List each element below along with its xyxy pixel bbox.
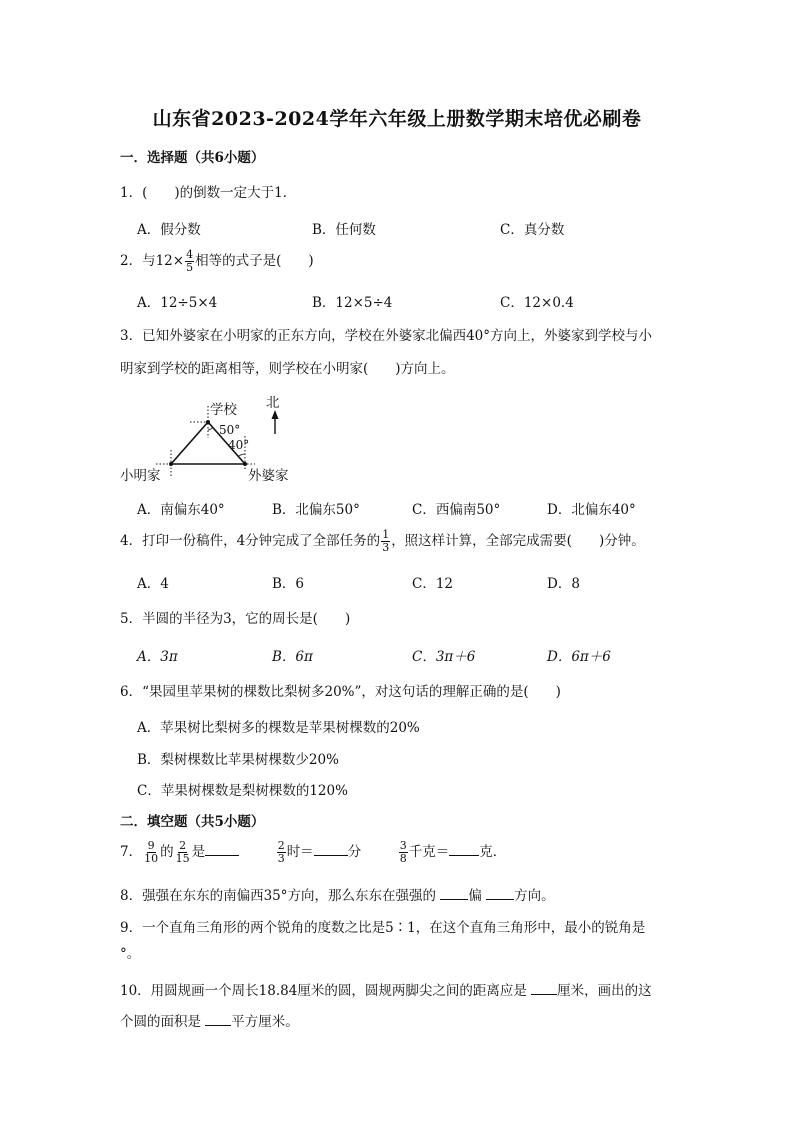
q7-hour: 时＝ [286, 844, 314, 860]
q10-line-2 [120, 1010, 299, 1030]
angle-arc-school [208, 427, 213, 430]
q7-f3-num: 2 [277, 839, 285, 852]
q7-f3-den: 3 [277, 852, 285, 865]
q4-frac-num: 1 [382, 528, 390, 541]
q3-diagram [115, 392, 315, 487]
q9-line-2: °。 [120, 946, 141, 962]
section-1-heading: 一．选择题（共6小题） [120, 150, 265, 166]
q3-option-c: C．西偏南50° [412, 502, 501, 518]
q8-text-c: 方向。 [514, 888, 555, 904]
q2-option-a: A．12÷5×4 [137, 295, 218, 311]
question-6: 6．“果园里苹果树的棵数比梨树多20%”，对这句话的理解正确的是( ) [120, 684, 561, 700]
q7-f4-den: 8 [399, 852, 407, 865]
q7-de: 的 [160, 844, 174, 860]
label-angle-50: 50° [219, 423, 241, 437]
xiaoming-point [169, 462, 173, 466]
q5-option-d: D．6π＋6 [547, 649, 611, 665]
q4-fraction [381, 529, 390, 554]
q2-frac-num: 4 [186, 248, 194, 261]
question-5: 5．半圆的半径为3，它的周长是( ) [120, 611, 351, 627]
q6-option-a: A．苹果树比梨树多的棵数是苹果树棵数的20% [137, 720, 420, 736]
q7-kg: 千克＝ [408, 844, 450, 860]
q7-shi: 是 [191, 844, 206, 860]
q8-blank-1[interactable] [440, 899, 468, 900]
triangle-side-left [171, 422, 208, 464]
q2-frac-den: 5 [186, 261, 194, 274]
q3-option-a: A．南偏东40° [137, 502, 225, 518]
q2-number: 2． [120, 253, 143, 269]
q7-f4-num: 3 [399, 839, 407, 852]
q5-option-b: B．6π [272, 649, 313, 665]
q7-f1-num: 9 [147, 839, 155, 852]
q7-minute: 分 [347, 844, 362, 860]
q7-fraction-4 [399, 840, 408, 865]
q7-fraction-3 [277, 840, 286, 865]
q7-f2-den: 15 [175, 852, 190, 865]
q8-text-b: 偏 [468, 888, 487, 904]
q7-number: 7． [120, 844, 143, 860]
question-7 [120, 840, 506, 865]
label-north: 北 [266, 395, 280, 411]
q4-post: ，照这样计算，全部完成需要( )分钟。 [391, 533, 645, 549]
q2-option-c: C．12×0.4 [500, 295, 574, 311]
q5-option-c: C．3π＋6 [412, 649, 476, 665]
q2-pre: 与12× [142, 253, 185, 269]
question-2 [120, 249, 314, 274]
q7-f1-den: 10 [144, 852, 159, 865]
label-xiaoming-home: 小明家 [120, 468, 161, 484]
q4-option-b: B．6 [272, 576, 305, 592]
q4-option-d: D．8 [547, 576, 580, 592]
q4-frac-den: 3 [382, 541, 390, 554]
q3-line-2: 明家到学校的距离相等，则学校在小明家( )方向上。 [120, 361, 455, 377]
waipo-point [243, 462, 247, 466]
q7-gram: 克． [479, 844, 507, 860]
q10-text-1b: 厘米，画出的这 [557, 983, 652, 999]
q7-f2-num: 2 [179, 839, 187, 852]
q7-blank-3[interactable] [449, 855, 479, 856]
q7-blank-2[interactable] [314, 855, 348, 856]
q2-post: 相等的式子是( ) [195, 253, 314, 269]
section-2-heading: 二．填空题（共5小题） [120, 814, 265, 830]
q4-option-c: C．12 [412, 576, 454, 592]
label-school: 学校 [210, 402, 237, 418]
q10-text-2a: 个圆的面积是 [120, 1014, 206, 1030]
q4-pre: 4．打印一份稿件，4分钟完成了全部任务的 [120, 533, 381, 549]
q8-blank-2[interactable] [486, 899, 514, 900]
question-1 [120, 181, 296, 201]
q1-option-a: A．假分数 [137, 222, 201, 238]
angle-arc-waipo [239, 454, 245, 456]
q1-number: 1． [120, 185, 143, 201]
q7-blank-1[interactable] [205, 855, 239, 856]
q7-fraction-1 [143, 840, 159, 865]
q1-option-b: B．任何数 [312, 222, 376, 238]
question-4 [120, 529, 645, 554]
q1-text: ( )的倒数一定大于1． [142, 185, 297, 201]
q3-option-b: B．北偏东50° [272, 502, 360, 518]
q10-blank-2[interactable] [205, 1025, 231, 1026]
north-arrow-head [272, 410, 279, 419]
q2-option-b: B．12×5÷4 [312, 295, 393, 311]
q3-line-1: 3．已知外婆家在小明家的正东方向，学校在外婆家北偏西40°方向上，外婆家到学校与小 [120, 328, 653, 344]
school-point [206, 420, 210, 424]
q10-blank-1[interactable] [531, 994, 557, 995]
q1-option-c: C．真分数 [500, 222, 565, 238]
question-8 [120, 884, 555, 904]
q6-option-c: C．苹果树棵数是梨树棵数的120% [137, 783, 348, 799]
q10-text-1a: 10．用圆规画一个周长18.84厘米的圆，圆规两脚尖之间的距离应是 [120, 983, 532, 999]
page-title: 山东省2023-2024学年六年级上册数学期末培优必刷卷 [152, 108, 642, 130]
q3-option-d: D．北偏东40° [547, 502, 636, 518]
q5-option-a: A．3π [137, 649, 178, 665]
q9-line-1: 9．一个直角三角形的两个锐角的度数之比是5∶1，在这个直角三角形中，最小的锐角是 [120, 920, 646, 936]
q7-fraction-2 [175, 840, 191, 865]
label-waipo-home: 外婆家 [248, 468, 289, 484]
q8-text-a: 8．强强在东东的南偏西35°方向，那么东东在强强的 [120, 888, 441, 904]
q10-line-1 [120, 979, 652, 999]
q2-fraction [185, 249, 194, 274]
label-angle-40: 40° [228, 438, 250, 452]
q4-option-a: A．4 [137, 576, 169, 592]
q10-text-2b: 平方厘米。 [231, 1014, 299, 1030]
q6-option-b: B．梨树棵数比苹果树棵数少20% [137, 752, 339, 768]
